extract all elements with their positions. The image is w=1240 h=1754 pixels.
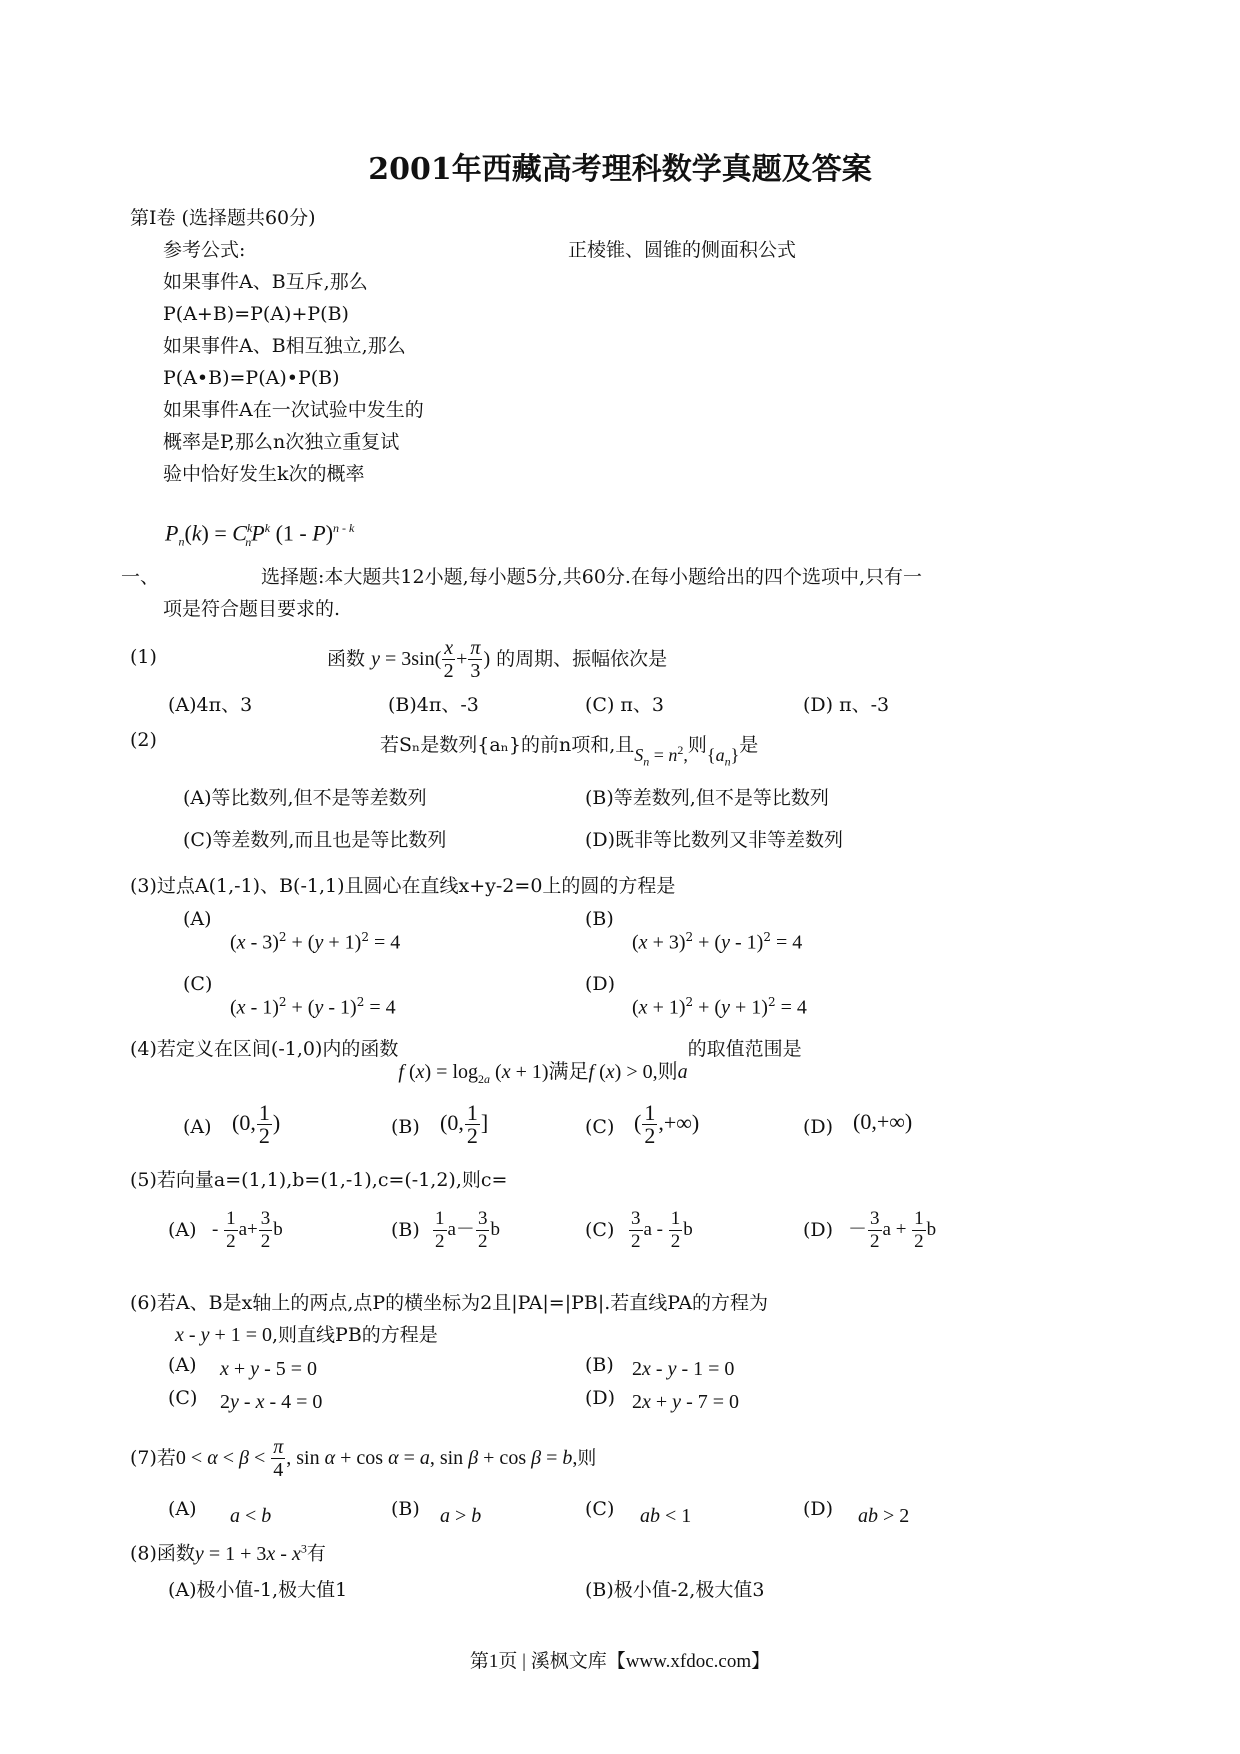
part-instructions: 选择题:本大题共12小题,每小题5分,共60分.在每小题给出的四个选项中,只有一 xyxy=(261,566,923,588)
q5-option-d-expr: － $\frac{3}{2}$ a + $\frac{1}{2}$ b xyxy=(848,1207,937,1252)
q7-then: 则 xyxy=(577,1447,597,1469)
formula-line: P(A+B)=P(A)+P(B) xyxy=(163,303,349,325)
q1-suffix: 的周期、振幅依次是 xyxy=(496,648,668,670)
q2-option-d: (D)既非等比数列又非等差数列 xyxy=(585,829,844,851)
formula-heading: 参考公式: xyxy=(163,239,246,261)
q3-option-c-label: (C) xyxy=(183,973,213,995)
q3-option-d-label: (D) xyxy=(585,973,616,995)
q4-option-c-interval: ( $\frac{1}{2}$ ,+∞) xyxy=(634,1099,700,1148)
q7-condition: 0 < α < β < $\frac{\pi}{4}$ , sin α + cos α = a, sin β + cos β = b, xyxy=(175,1436,578,1481)
q4-option-c-label: (C) xyxy=(585,1116,615,1138)
q5-option-c-label: (C) xyxy=(585,1219,615,1241)
q3-option-d-equation: $(x + 1)^2 + (y + 1)^2 = 4$ xyxy=(632,995,807,1019)
q7-option-b-label: (B) xyxy=(391,1498,420,1520)
bernoulli-formula: $P_n(k) = C^k_nP^k$ (1 - P)$^{n - k}$ xyxy=(165,520,355,549)
part-label: 一、 xyxy=(121,566,160,588)
q6-option-b-label: (B) xyxy=(585,1354,614,1376)
q1-option-d: (D) π、-3 xyxy=(803,694,890,716)
q3-stem: (3)过点A(1,-1)、B(-1,1)且圆心在直线x+y-2=0上的圆的方程是 xyxy=(130,875,676,897)
formula-line: 验中恰好发生k次的概率 xyxy=(163,463,365,485)
formula-line: 如果事件A、B相互独立,那么 xyxy=(163,335,406,357)
q4-option-b-interval: (0, $\frac{1}{2}$ ] xyxy=(440,1099,489,1148)
q4-option-b-label: (B) xyxy=(391,1116,420,1138)
q4-option-a-label: (A) xyxy=(183,1116,212,1138)
part-instructions-cont: 项是符合题目要求的. xyxy=(163,598,341,620)
q5-option-a-expr: - $\frac{1}{2}$ a+ $\frac{3}{2}$ b xyxy=(212,1207,283,1252)
q6-option-d-label: (D) xyxy=(585,1387,616,1409)
q2-sequence: $\{a_n\}$ xyxy=(706,745,740,769)
q1-option-b: (B)4π、-3 xyxy=(388,694,479,716)
q2-option-a: (A)等比数列,但不是等差数列 xyxy=(183,787,427,809)
q4-suffix: 的取值范围是 xyxy=(687,1038,802,1060)
q4-stem xyxy=(130,1036,802,1086)
q6-line2: ,则直线PB的方程是 xyxy=(272,1324,438,1346)
q6-option-d-equation: 2x + y - 7 = 0 xyxy=(632,1391,740,1413)
q8-suffix: 有 xyxy=(306,1542,326,1565)
q6-option-a-label: (A) xyxy=(168,1354,197,1376)
q2-suffix: 是 xyxy=(739,734,759,756)
q2-option-c: (C)等差数列,而且也是等比数列 xyxy=(183,829,447,851)
formula-line: 概率是P,那么n次独立重复试 xyxy=(163,431,400,453)
q7-option-a-expr: a < b xyxy=(230,1505,272,1527)
q7-option-a-label: (A) xyxy=(168,1498,197,1520)
q6-option-a-equation: x + y - 5 = 0 xyxy=(220,1358,318,1380)
q7-stem xyxy=(130,1428,596,1487)
q1-number: (1) xyxy=(130,646,157,668)
q5-option-d-label: (D) xyxy=(803,1219,834,1241)
formula-line: 如果事件A、B互斥,那么 xyxy=(163,271,368,293)
q5-option-b-expr: $\frac{1}{2}$ a－ $\frac{3}{2}$ b xyxy=(435,1207,500,1252)
q8-option-b: (B)极小值-2,极大值3 xyxy=(585,1579,765,1601)
q5-stem: (5)若向量a=(1,1),b=(1,-1),c=(-1,2),则c= xyxy=(130,1169,508,1191)
q6-option-c-label: (C) xyxy=(168,1387,198,1409)
q5-option-c-expr: $\frac{3}{2}$ a - $\frac{1}{2}$ b xyxy=(631,1207,693,1252)
q3-option-c-equation: (x - 1)$^2$ + (y - 1)$^2$ = 4 xyxy=(230,995,396,1019)
q7-option-c-label: (C) xyxy=(585,1498,615,1520)
q6-stem: (6)若A、B是x轴上的两点,点P的横坐标为2且|PA|=|PB|.若直线PA的方程为 xyxy=(130,1292,769,1314)
q4-mid2: 则 xyxy=(657,1059,678,1083)
q8-text: (8)函数 xyxy=(130,1542,195,1565)
formula-line: P(A•B)=P(A)•P(B) xyxy=(163,367,340,389)
q1-option-c: (C) π、3 xyxy=(585,694,664,716)
q6-stem-cont xyxy=(175,1322,438,1347)
q3-option-b-label: (B) xyxy=(585,908,614,930)
q7-option-c-expr: ab < 1 xyxy=(640,1505,692,1527)
q2-number: (2) xyxy=(130,729,157,751)
q2-then: 则 xyxy=(687,734,707,756)
q6-option-b-equation: 2x - y - 1 = 0 xyxy=(632,1358,735,1380)
q6-line-pa: x - y + 1 = 0 xyxy=(175,1324,273,1346)
q7-option-d-label: (D) xyxy=(803,1498,834,1520)
q2-text: 若Sₙ是数列{aₙ}的前n项和,且 xyxy=(380,734,635,756)
q1-function: y = 3sin( $\frac{x}{2}$ + $\frac{\pi}{3}$ ) xyxy=(371,637,491,682)
section-heading: 第Ⅰ卷 (选择题共60分) xyxy=(130,207,316,229)
q8-function: $y = 1 + 3x - x^3$ xyxy=(194,1541,307,1565)
q4-condition: f $(x) = \log_{2a} (x + 1)$满足f (x) > 0,则a xyxy=(398,1059,688,1086)
q2-condition: $S_n = n^2$, xyxy=(634,743,688,769)
q7-option-b-expr: a > b xyxy=(440,1505,482,1527)
q7-text: (7)若 xyxy=(130,1447,176,1469)
q1-option-a: (A)4π、3 xyxy=(168,694,253,716)
q2-option-b: (B)等差数列,但不是等比数列 xyxy=(585,787,829,809)
page-footer: 第1页 | 溪枫文库【www.xfdoc.com】 xyxy=(469,1651,771,1672)
q4-option-a-interval: (0, $\frac{1}{2}$ ) xyxy=(232,1099,281,1148)
q3-option-a-label: (A) xyxy=(183,908,212,930)
q6-option-c-equation: 2y - x - 4 = 0 xyxy=(220,1391,323,1413)
page-title: 2001年西藏高考理科数学真题及答案 xyxy=(368,152,872,187)
q3-option-a-equation: $(x - 3)^2 + (y + 1)^2 = 4$ xyxy=(230,930,401,954)
q1-prefix: 函数 xyxy=(327,648,366,670)
formula-line: 如果事件A在一次试验中发生的 xyxy=(163,399,424,421)
q4-option-d-interval: (0,+∞) xyxy=(853,1109,913,1134)
q7-option-d-expr: ab > 2 xyxy=(858,1505,910,1527)
q4-text: (4)若定义在区间(-1,0)内的函数 xyxy=(130,1038,399,1060)
q4-mid1: 满足 xyxy=(548,1059,589,1083)
q1-stem xyxy=(327,630,667,687)
q8-option-a: (A)极小值-1,极大值1 xyxy=(168,1579,348,1601)
q3-option-b-equation: $(x + 3)^2 + (y - 1)^2 = 4$ xyxy=(632,930,803,954)
q5-option-b-label: (B) xyxy=(391,1219,420,1241)
formula-right-heading: 正棱锥、圆锥的侧面积公式 xyxy=(568,239,797,261)
q2-stem xyxy=(380,728,759,769)
q4-option-d-label: (D) xyxy=(803,1116,834,1138)
q5-option-a-label: (A) xyxy=(168,1219,197,1241)
q8-stem xyxy=(130,1536,326,1566)
